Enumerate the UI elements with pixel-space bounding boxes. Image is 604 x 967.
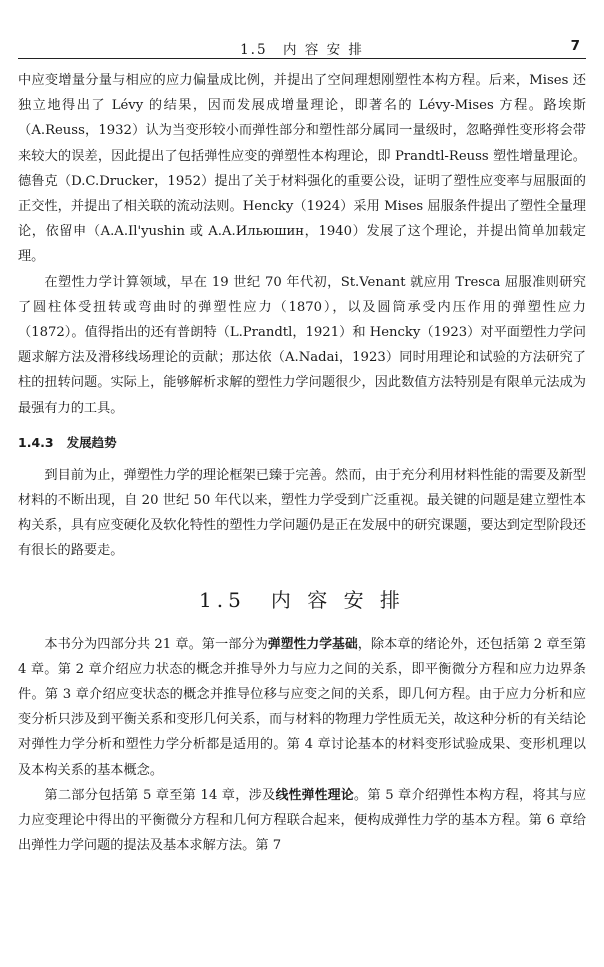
part-one-text-after: ，除本章的绪论外，还包括第 2 章至第 4 章。第 2 章介绍应力状态的概念并推导外力与应力之间的关系，即平衡微分方程和应力边界条件。第 3 章介绍应变状态的概念并推导位移与应变之间的关系，即几何方程。由于应力分析和应变分析只涉及到平衡关系和变形几何关系，而与材料的物理力学性质无关，故这种分析的有关结论对弹性力学分析和塑性力学分析都是适用的。第 4 章讨论基本的材料变形试验成果、变形机理以及本构关系的基本概念。 — [18, 636, 587, 778]
subsection-title: 发展趋势 — [66, 434, 117, 450]
part-two-bold-term: 线性弹性理论 — [275, 787, 354, 803]
paragraph-computation: 在塑性力学计算领域，早在 19 世纪 70 年代初，St.Venant 就应用 Tresca 屈服准则研究了圆柱体受扭转或弯曲时的弹塑性应力（1870），以及圆筒承受内压作用的弹塑性应力（1872）。值得指出的还有普朗特（L.Prandtl，1921）和 Hencky（1923）对平面塑性力学问题求解方法及滑移线场理论的贡献；那达依（A.Nadai，1923）同时用理论和试验的方法研究了柱的扭转问题。实际上，能够解析求解的塑性力学问题很少，因此数值方法特别是有限单元法成为最强有力的工具。 — [18, 274, 586, 416]
paragraph-history-continued: 中应变增量分量与相应的应力偏量成比例，并提出了空间理想刚塑性本构方程。后来，Mises 还独立地得出了 Lévy 的结果，因而发展成增量理论，即著名的 Lévy-Mises 方程。路埃斯（A.Reuss，1932）认为当变形较小而弹性部分和塑性部分属同一量级时，忽略弹性变形将会带来较大的误差，因此提出了包括弹性应变的弹塑性本构理论，即 Prandtl-Reuss 塑性增量理论。德鲁克（D.C.Drucker，1952）提出了关于材料强化的重要公设，证明了塑性应变率与屈服面的正交性，并提出了相关联的流动法则。Hencky（1924）采用 Mises 屈服条件提出了塑性全量理论，依留申（A.A.Il'yushin 或 A.A.Ильюшин，1940）发展了这个理论，并提出简单加载定理。 — [18, 73, 586, 265]
running-header — [18, 38, 586, 59]
page-number: 7 — [570, 38, 580, 54]
part-one-bold-term: 弹塑性力学基础 — [267, 636, 358, 652]
subsection-number: 1.4.3 — [18, 434, 54, 450]
paragraph-trends: 到目前为止，弹塑性力学的理论框架已臻于完善。然而，由于充分利用材料性能的需要及新型材料的不断出现，自 20 世纪 50 年代以来，塑性力学受到广泛重视。最关键的问题是建立塑性本构关系，具有应变硬化及软化特性的塑性力学问题仍是正在发展中的研究课题，要达到定型阶段还有很长的路要走。 — [18, 467, 586, 559]
part-two-text-before: 第二部分包括第 5 章至第 14 章，涉及 — [44, 787, 276, 803]
part-two-text-after: 。第 5 章介绍弹性本构方程，将其与应力应变理论中得出的平衡微分方程和几何方程联合起来，便构成弹性力学的基本方程。第 6 章给出弹性力学问题的提法及基本求解方法。第 7 — [18, 787, 587, 854]
paragraph-part-one — [18, 632, 586, 783]
section-title: 1.5 内 容 安 排 — [199, 587, 405, 612]
paragraph-part-two — [18, 783, 586, 859]
page-body — [18, 68, 586, 858]
subsection-heading — [18, 433, 586, 453]
part-one-text-before: 本书分为四部分共 21 章。第一部分为 — [44, 636, 268, 652]
running-header-title: 1.5 内 容 安 排 — [240, 42, 364, 58]
